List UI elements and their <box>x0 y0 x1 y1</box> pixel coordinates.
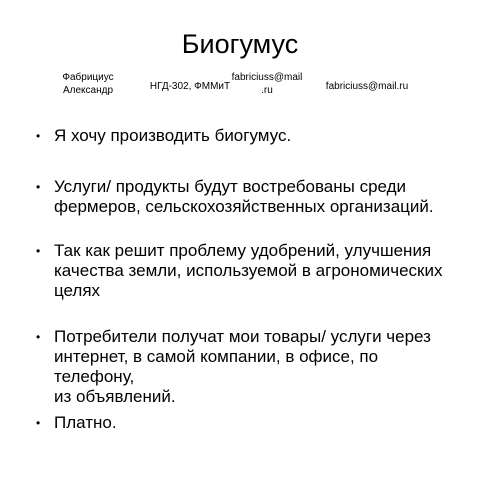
bullet-line: качества земли, используемой в агрономических <box>54 261 443 280</box>
bullet-line: Так как решит проблему удобрений, улучшения <box>54 241 432 260</box>
bullet-line: из объявлений. <box>54 387 176 406</box>
bullet-dot-icon: • <box>36 416 41 430</box>
bullet-dot-icon: • <box>36 244 41 258</box>
bullet-item <box>36 126 291 146</box>
bullet-item <box>36 177 434 217</box>
bullet-line: целях <box>54 281 101 300</box>
email-address: fabriciuss@mail.ru <box>325 81 409 92</box>
email-wrapped-line2: .ru <box>261 85 273 96</box>
bullet-item <box>36 413 117 433</box>
bullet-dot-icon: • <box>36 330 41 344</box>
email-wrapped <box>230 71 304 97</box>
bullet-line: Услуги/ продукты будут востребованы среди <box>54 177 407 196</box>
bullet-line: интернет, в самой компании, в офисе, по телефону, <box>54 347 379 386</box>
bullet-dot-icon: • <box>36 129 41 143</box>
bullet-line: Я хочу производить биогумус. <box>54 126 292 145</box>
slide-title: Биогумус <box>181 29 299 59</box>
group-label: НГД-302, ФММиТ <box>149 81 231 92</box>
author-name <box>48 71 128 97</box>
author-second-line: Александр <box>62 85 114 96</box>
bullet-line: Платно. <box>54 413 117 432</box>
bullet-dot-icon: • <box>36 180 41 194</box>
bullet-line: фермеров, сельскохозяйственных организаций. <box>54 197 434 216</box>
email-wrapped-line1: fabriciuss@mail <box>231 72 303 83</box>
author-first-line: Фабрициус <box>62 72 114 83</box>
bullet-line: Потребители получат мои товары/ услуги через <box>54 327 431 346</box>
bullet-item <box>36 241 443 301</box>
bullet-item <box>36 327 456 407</box>
